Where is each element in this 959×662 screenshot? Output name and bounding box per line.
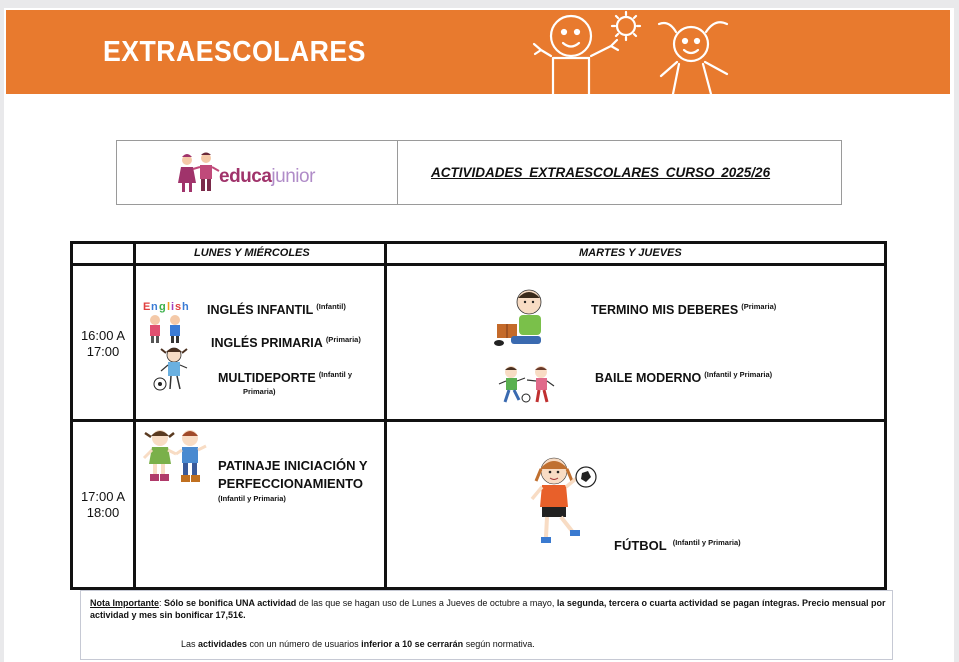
activity-baile-moderno: BAILE MODERNO $^{(Infantil y Primaria)}$ xyxy=(595,370,773,385)
kids-drawing-icon xyxy=(501,10,751,94)
activity-multideporte-level-cont: Primaria) xyxy=(243,387,276,396)
column-header-lunes-miercoles: LUNES Y MIÉRCOLES xyxy=(194,247,310,259)
important-note xyxy=(80,590,893,660)
note-paragraph-2: Las actividades con un número de usuarios inferior a 10 se cerrarán según normativa. xyxy=(181,639,535,649)
header-banner xyxy=(6,10,950,94)
table-border-left xyxy=(70,241,73,590)
header-divider xyxy=(397,141,398,204)
time-slot-1: 16:00 A 17:00 xyxy=(80,328,126,359)
document-title: ACTIVIDADES EXTRAESCOLARES CURSO 2025/26 xyxy=(431,165,771,180)
activity-multideporte: MULTIDEPORTE $^{(Infantil y}$ xyxy=(218,370,353,385)
educajunior-logo xyxy=(173,149,221,195)
table-col-divider-1 xyxy=(133,241,136,590)
football-girl-icon xyxy=(530,455,600,551)
table-row-divider xyxy=(70,419,887,422)
skating-kids-icon xyxy=(140,428,216,488)
svg-text:E: E xyxy=(143,301,151,313)
educajunior-wordmark: educajunior xyxy=(219,166,315,187)
activity-patinaje-line1: PATINAJE INICIACIÓN Y xyxy=(218,458,368,473)
svg-text:l: l xyxy=(167,301,171,313)
activity-patinaje-level: (Infantil y Primaria) xyxy=(218,494,286,503)
reading-boy-icon xyxy=(491,288,547,348)
english-kids-icon xyxy=(141,298,193,344)
activity-termino-mis-deberes: TERMINO MIS DEBERES $^{(Primaria)}$ xyxy=(591,302,777,317)
svg-text:h: h xyxy=(182,301,189,313)
time-slot-2: 17:00 A 18:00 xyxy=(80,489,126,520)
table-border-right xyxy=(884,241,887,590)
table-col-divider-2 xyxy=(384,241,387,590)
table-header-divider xyxy=(70,263,887,266)
activity-patinaje-line2: PERFECCIONAMIENTO xyxy=(218,476,363,491)
svg-text:g: g xyxy=(159,301,166,313)
column-header-martes-jueves: MARTES Y JUEVES xyxy=(579,247,682,259)
svg-text:n: n xyxy=(151,301,158,313)
note-paragraph-1: Nota Importante: Sólo se bonifica UNA actividad de las que se hagan uso de Lunes a Jueves de octubre a mayo, la segunda, tercera o cuarta actividad se pagan íntegras. Precio mensual por actividad y mes sin bonificar 17,51€. xyxy=(90,598,886,620)
activity-futbol: FÚTBOL $^{(Infantil y Primaria)}$ xyxy=(614,538,741,553)
activity-ingles-infantil: INGLÉS INFANTIL $^{(Infantil)}$ xyxy=(207,302,346,317)
dancing-kids-icon xyxy=(497,364,557,406)
svg-text:i: i xyxy=(171,301,175,313)
svg-text:s: s xyxy=(175,301,182,313)
banner-title: EXTRAESCOLARES xyxy=(103,36,366,68)
activity-ingles-primaria: INGLÉS PRIMARIA $^{(Primaria)}$ xyxy=(211,335,361,350)
soccer-girl-icon xyxy=(152,346,194,394)
table-border-top xyxy=(70,241,887,244)
title-box xyxy=(116,140,842,205)
